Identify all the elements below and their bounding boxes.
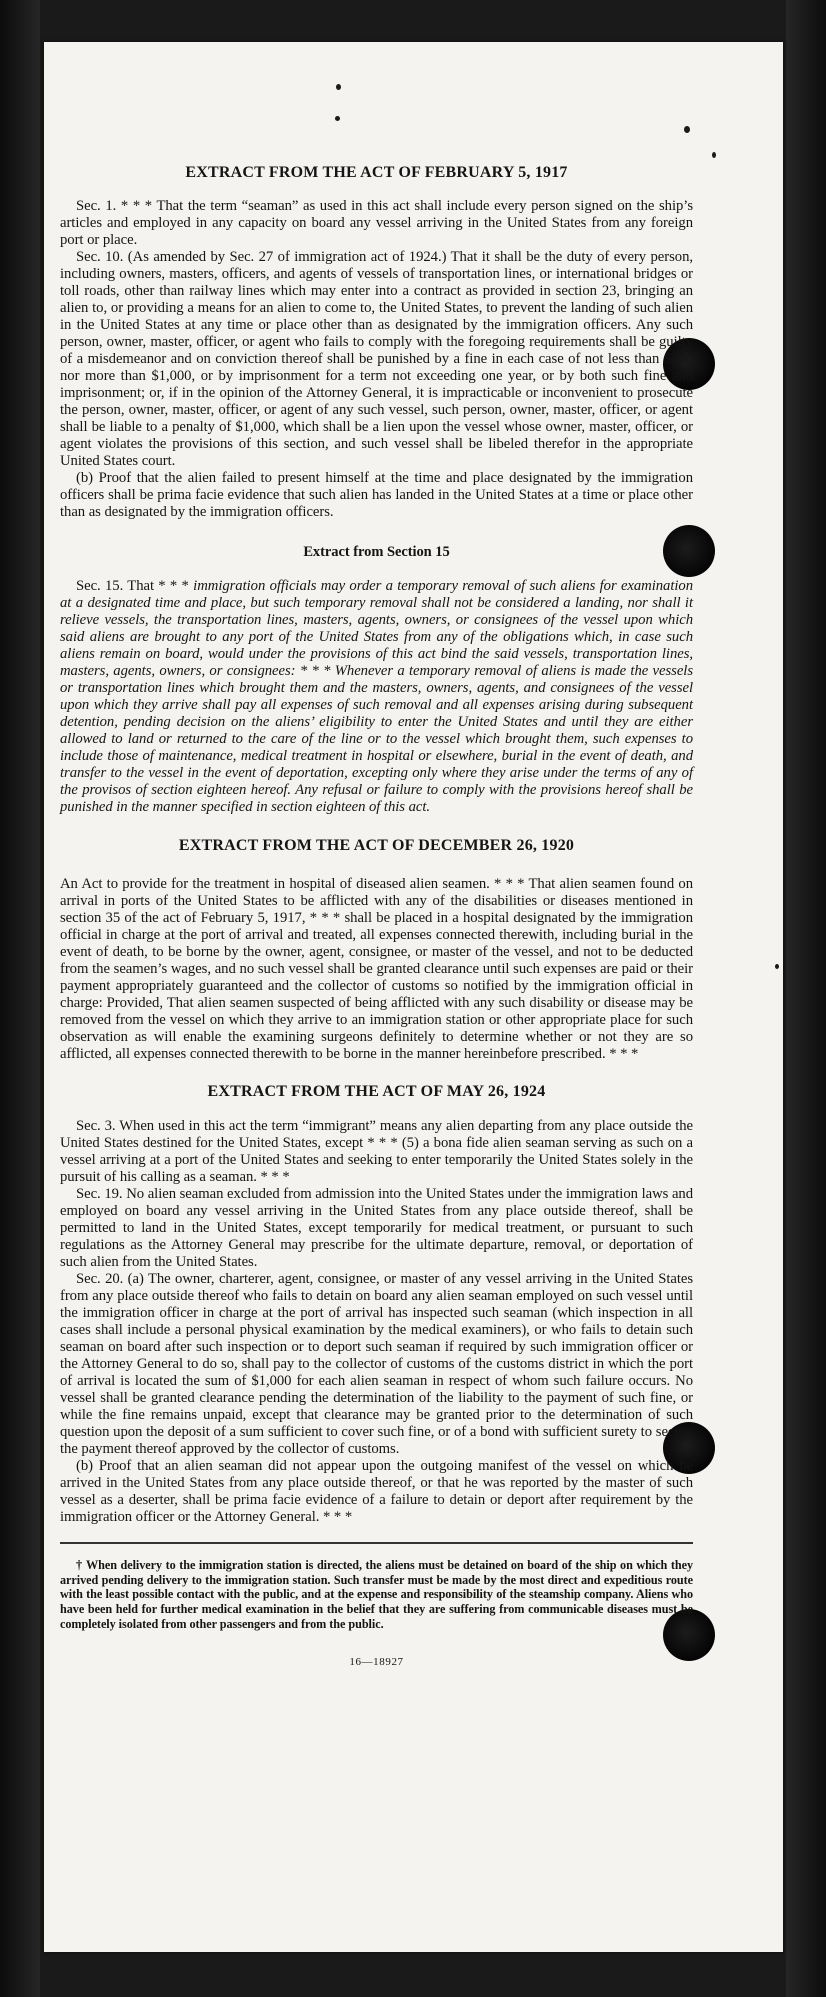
sec-15-lead-in: Sec. 15. That * * *: [76, 578, 194, 594]
paragraph-proof-manifest: (b) Proof that an alien seaman did not appear upon the outgoing manifest of the vessel on which he arrived in the United States from any place outside thereof, or that he was reported by the master of such vessel as a deserter, shall be prima facie evidence of a failure to detain or deport after requirement by the immigration officer or the Attorney General. * * *: [60, 1458, 693, 1525]
paragraph-sec-19: Sec. 19. No alien seaman excluded from admission into the United States under the immigration laws and employed on board any vessel arriving in the United States from any place outside thereof, shall be permitted to land in the United States, except temporarily for medical treatment, or pursuant to such regulations as the Attorney General may prescribe for the ultimate departure, removal, or deportation of such alien from the United States.: [60, 1186, 693, 1270]
paragraph-sec-20: Sec. 20. (a) The owner, charterer, agent, consignee, or master of any vessel arriving in the United States from any place outside thereof who fails to detain on board any alien seaman employed on such vessel until the immigration officer in charge at the port of arrival has inspected such seaman (which inspection in all cases shall include a personal physical examination by the medical examiners), or who fails to detain such seaman on board after such inspection or to deport such seaman if required by such immigration officer or the Attorney General to do so, shall pay to the collector of customs of the customs district in which the port of arrival is located the sum of $1,000 for each alien seaman in respect of whom such failure occurs. No vessel shall be granted clearance pending the determination of the liability to the payment of such fine, or while the fine remains unpaid, except that clearance may be granted prior to the determination of such question upon the deposit of a sum sufficient to cover such fine, or of a bond with sufficient surety to secure the payment thereof approved by the collector of customs.: [60, 1271, 693, 1457]
scan-background-right: [786, 0, 826, 1997]
paragraph-act-1920: An Act to provide for the treatment in hospital of diseased alien seamen. * * * That alien seamen found on arrival in ports of the United States to be afflicted with any of the disabilities or diseases mentioned in section 35 of the act of February 5, 1917, * * * shall be placed in a hospital designated by the immigration official in charge at the port of arrival and treated, all expenses connected therewith, including burial in the event of death, to be borne by the owner, agent, consignee, or master of the vessel, and not to be deducted from the seamen’s wages, and no such vessel shall be granted clearance until such expenses are paid or their payment appropriately guaranteed and the collector of customs so notified by the immigration official in charge: Provided, That alien seamen suspected of being afflicted with any such disability or disease may be removed from the vessel on which they arrive to an immigration station or other appropriate place for such observation as will enable the examining surgeons definitely to determine whether or not they are so afflicted, all expenses connected therewith to be borne in the manner hereinbefore prescribed. * * *: [60, 876, 693, 1062]
section-heading: EXTRACT FROM THE ACT OF MAY 26, 1924: [207, 1083, 546, 1100]
document-text: [60, 163, 693, 1671]
footnote-divider: [60, 1542, 693, 1544]
paragraph-sec-15: [60, 578, 693, 816]
scan-background-left: [0, 0, 40, 1997]
paragraph-sec-10: Sec. 10. (As amended by Sec. 27 of immigration act of 1924.) That it shall be the duty of every person, including owners, masters, officers, and agents of vessels of transportation lines, or international bridges or toll roads, other than railway lines which may enter into a contract as provided in section 23, bringing an alien to, or providing a means for an alien to come to, the United States, to prevent the landing of such alien in the United States at any time or place other than as designated by the immigration officers. Any such person, owner, master, officer, or agent who fails to comply with the foregoing requirements shall be guilty of a misdemeanor and on conviction thereof shall be punished by a fine in each case of not less than $200 nor more than $1,000, or by imprisonment for a term not exceeding one year, or by both such fine and imprisonment; or, if in the opinion of the Attorney General, it is impracticable or inconvenient to prosecute the person, owner, master, officer, or agent of any such vessel, such person, owner, master, officer, or agent shall be liable to a penalty of $1,000, which shall be a lien upon the vessel whose owner, master, officer, or agent violates the provisions of this section, and such vessel shall be libeled therefor in the appropriate United States court.: [60, 249, 693, 469]
sec-15-italic-text: immigration officials may order a temporary removal of such aliens for examination at a designated time and place, but such temporary removal shall not be considered a landing, nor shall it relieve vessels, the transportation lines, masters, agents, owners, or consignees of the vessel upon which said aliens are brought to any port of the United States from any of the obligations which, in case such aliens remain on board, would under the provisions of this act bind the said vessels, transportation lines, masters, agents, owners, or consignees: * * * Whenever a temporary removal of aliens is made the vessels or transportation lines which brought them and the masters, owners, agents, and consignees of the vessel upon which they arrive shall pay all expenses of such removal and all expenses arising during subsequent detention, pending decision on the aliens’ eligibility to enter the United States and until they are either allowed to land or returned to the care of the line or to the vessel which brought them, such expenses to include those of maintenance, medical treatment in hospital or elsewhere, burial in the event of death, and transfer to the vessel in the event of deportation, excepting only where they arise under the terms of any of the provisos of section eighteen hereof. Any refusal or failure to comply with the provisions hereof shall be punished in the manner specified in section eighteen of this act.: [60, 578, 693, 815]
scan-speck: [712, 152, 716, 158]
scan-speck: [335, 116, 340, 121]
section-heading: EXTRACT FROM THE ACT OF DECEMBER 26, 1920: [178, 837, 575, 854]
section-heading: EXTRACT FROM THE ACT OF FEBRUARY 5, 1917: [185, 164, 568, 181]
paragraph-sec-3: Sec. 3. When used in this act the term “immigrant” means any alien departing from any place outside the United States destined for the United States, except * * * (5) a bona fide alien seaman serving as such on a vessel arriving at a port of the United States and seeking to enter temporarily the United States solely in the pursuit of his calling as a seaman. * * *: [60, 1118, 693, 1185]
footnote: † When delivery to the immigration station is directed, the aliens must be detained on board of the ship on which they arrived pending delivery to the immigration station. Such transfer must be made by the most direct and expeditious route with the least possible contact with the public, and at the expense and responsibility of the steamship company. Aliens who have been held for further medical examination in the belief that they are suffering from communicable diseases must be completely isolated from other passengers and from the public.: [60, 1558, 693, 1631]
scan-speck: [775, 964, 779, 969]
scan-speck: [684, 126, 690, 133]
scan-speck: [336, 84, 341, 90]
section-heading: Extract from Section 15: [303, 544, 450, 560]
form-number: 16—18927: [349, 1655, 404, 1668]
paragraph-proof-b: (b) Proof that the alien failed to present himself at the time and place designated by the immigration officers shall be prima facie evidence that such alien has landed in the United States at a time or place other than as designated by the immigration officers.: [60, 470, 693, 520]
paragraph-sec-1: Sec. 1. * * * That the term “seaman” as used in this act shall include every person signed on the ship’s articles and employed in any capacity on board any vessel arriving in the United States from any foreign port or place.: [60, 198, 693, 248]
